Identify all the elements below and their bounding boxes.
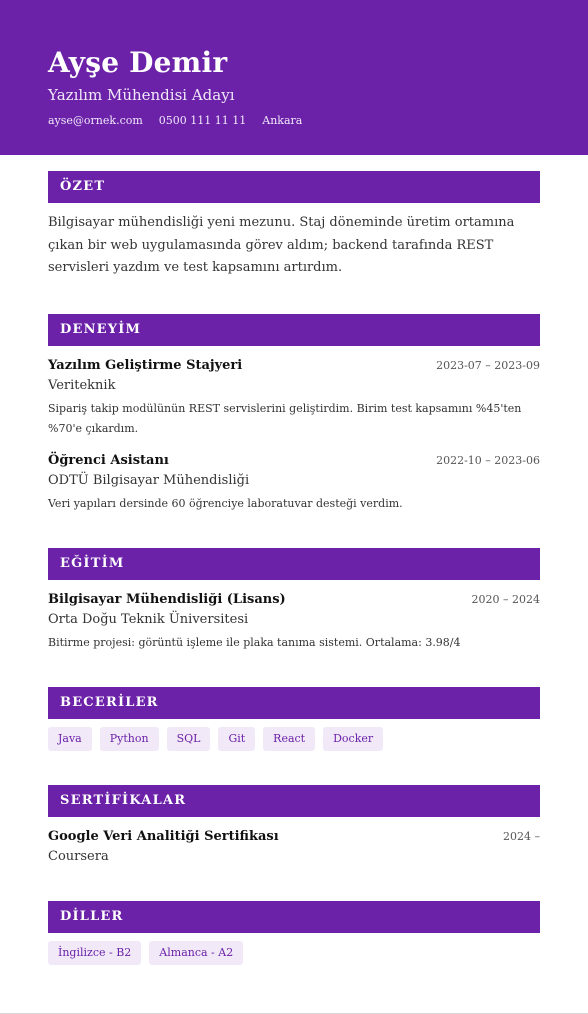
skill-tag: React: [263, 727, 315, 751]
entry-description: Sipariş takip modülünün REST servislerini geliştirdim. Birim test kapsamını %45'ten %70'e çıkardım.: [48, 401, 522, 435]
section-title-languages: DİLLER: [48, 901, 540, 933]
languages-section: [48, 901, 540, 965]
section-title-experience: DENEYİM: [48, 314, 540, 346]
contact-city: Ankara: [262, 114, 303, 127]
section-title-education: EĞİTİM: [48, 548, 540, 580]
certificates-section: [48, 785, 540, 867]
entry-date: 2022-10 – 2023-06: [436, 453, 540, 467]
contact-email[interactable]: ayse@ornek.com: [48, 114, 143, 127]
summary-text: Bilgisayar mühendisliği yeni mezunu. Staj döneminde üretim ortamına çıkan bir web uygulamasında görev aldım; backend tarafında REST servisleri yazdım ve test kapsamını artırdım.: [48, 215, 515, 275]
skill-tag: Python: [100, 727, 159, 751]
entry-title: Google Veri Analitiği Sertifikası: [48, 828, 279, 844]
experience-entry: [48, 451, 540, 514]
entry-title: Bilgisayar Mühendisliği (Lisans): [48, 591, 286, 607]
language-tag: Almanca - A2: [149, 941, 243, 965]
language-tag: İngilizce - B2: [48, 941, 141, 965]
entry-organization: ODTÜ Bilgisayar Mühendisliği: [48, 472, 250, 488]
entry-date: 2023-07 – 2023-09: [436, 358, 540, 372]
entry-organization: Veriteknik: [48, 377, 116, 393]
entry-title: Yazılım Geliştirme Stajyeri: [48, 357, 243, 373]
skill-tag: Java: [48, 727, 92, 751]
candidate-role: Yazılım Mühendisi Adayı: [48, 86, 235, 104]
certificate-entry: [48, 827, 540, 867]
experience-section: [48, 314, 540, 514]
entry-date: 2020 – 2024: [471, 592, 540, 606]
entry-title: Öğrenci Asistanı: [48, 452, 169, 468]
education-section: [48, 548, 540, 653]
education-entry: [48, 590, 540, 653]
entry-organization: Coursera: [48, 848, 109, 864]
contact-phone[interactable]: 0500 111 11 11: [158, 114, 247, 127]
skill-tag: Git: [218, 727, 255, 751]
section-title-certificates: SERTİFİKALAR: [48, 785, 540, 817]
section-title-skills: BECERİLER: [48, 687, 540, 719]
skill-tag: Docker: [323, 727, 383, 751]
section-title-summary: ÖZET: [48, 171, 540, 203]
entry-date: 2024 –: [503, 829, 540, 843]
entry-description: Bitirme projesi: görüntü işleme ile plaka tanıma sistemi. Ortalama: 3.98/4: [48, 635, 461, 649]
resume-body: [0, 155, 588, 965]
summary-section: [48, 171, 540, 280]
resume-header: [0, 0, 588, 155]
experience-entry: [48, 356, 540, 439]
candidate-name: Ayşe Demir: [48, 46, 228, 79]
skills-list: [48, 727, 540, 751]
skill-tag: SQL: [167, 727, 211, 751]
entry-organization: Orta Doğu Teknik Üniversitesi: [48, 611, 249, 627]
entry-description: Veri yapıları dersinde 60 öğrenciye laboratuvar desteği verdim.: [48, 496, 403, 510]
languages-list: [48, 941, 540, 965]
contact-info: [48, 113, 540, 129]
skills-section: [48, 687, 540, 751]
